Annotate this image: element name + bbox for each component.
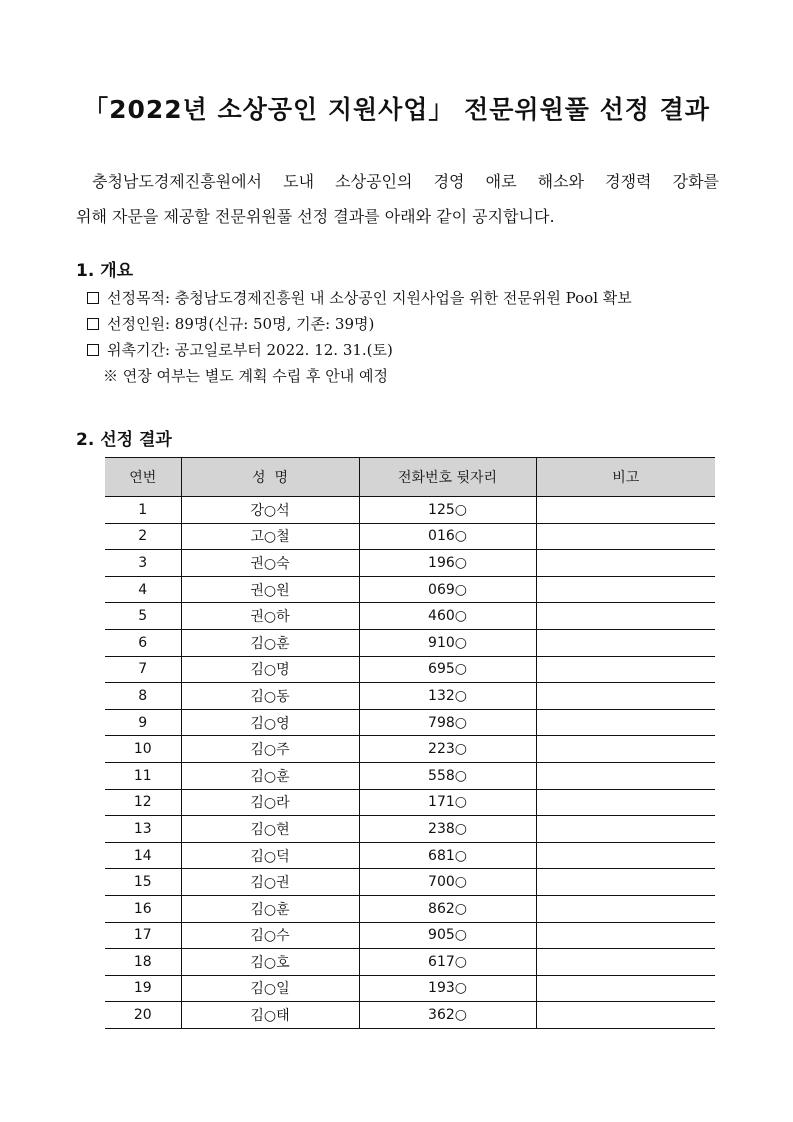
overview-heading: 1. 개요 — [76, 261, 134, 281]
cell-phone-suffix: 695○ — [359, 656, 536, 683]
table-row — [105, 869, 715, 896]
table-row — [105, 975, 715, 1002]
intro-line-2: 위해 자문을 제공할 전문위원풀 선정 결과를 아래와 같이 공지합니다. — [76, 207, 555, 226]
results-heading: 2. 선정 결과 — [76, 430, 172, 450]
cell-phone-suffix: 681○ — [359, 842, 536, 869]
cell-remarks — [536, 683, 715, 710]
cell-number: 20 — [105, 1002, 181, 1029]
table-row — [105, 683, 715, 710]
cell-remarks — [536, 736, 715, 763]
cell-phone-suffix: 171○ — [359, 789, 536, 816]
cell-number: 9 — [105, 709, 181, 736]
cell-name: 김○덕 — [181, 842, 359, 869]
table-row — [105, 603, 715, 630]
table-row — [105, 842, 715, 869]
cell-remarks — [536, 975, 715, 1002]
cell-remarks — [536, 842, 715, 869]
cell-name: 권○원 — [181, 576, 359, 603]
cell-remarks — [536, 629, 715, 656]
cell-phone-suffix: 016○ — [359, 523, 536, 550]
cell-phone-suffix: 910○ — [359, 629, 536, 656]
cell-name: 김○현 — [181, 816, 359, 843]
cell-name: 김○권 — [181, 869, 359, 896]
cell-remarks — [536, 949, 715, 976]
cell-remarks — [536, 656, 715, 683]
cell-phone-suffix: 460○ — [359, 603, 536, 630]
cell-remarks — [536, 523, 715, 550]
table-row — [105, 1002, 715, 1029]
column-header-name: 성 명 — [181, 458, 359, 497]
cell-remarks — [536, 762, 715, 789]
cell-phone-suffix: 700○ — [359, 869, 536, 896]
cell-name: 김○훈 — [181, 895, 359, 922]
cell-phone-suffix: 798○ — [359, 709, 536, 736]
cell-name: 김○라 — [181, 789, 359, 816]
cell-number: 18 — [105, 949, 181, 976]
overview-item-text: 위촉기간: 공고일로부터 2022. 12. 31.(토) — [107, 341, 393, 359]
cell-number: 2 — [105, 523, 181, 550]
table-row — [105, 895, 715, 922]
overview-list — [87, 285, 632, 389]
overview-item-period — [87, 337, 632, 363]
cell-name: 김○수 — [181, 922, 359, 949]
cell-phone-suffix: 617○ — [359, 949, 536, 976]
document-title: 「2022년 소상공인 지원사업」 전문위원풀 선정 결과 — [83, 95, 710, 124]
checkbox-icon — [87, 318, 99, 330]
cell-remarks — [536, 789, 715, 816]
table-row — [105, 709, 715, 736]
cell-remarks — [536, 603, 715, 630]
column-header-number: 연번 — [105, 458, 181, 497]
checkbox-icon — [87, 292, 99, 304]
table-row — [105, 576, 715, 603]
cell-name: 강○석 — [181, 497, 359, 524]
table-row — [105, 656, 715, 683]
column-header-remarks: 비고 — [536, 458, 715, 497]
cell-remarks — [536, 895, 715, 922]
table-row — [105, 550, 715, 577]
cell-number: 19 — [105, 975, 181, 1002]
cell-name: 김○훈 — [181, 762, 359, 789]
cell-number: 14 — [105, 842, 181, 869]
overview-item-purpose — [87, 285, 632, 311]
cell-phone-suffix: 905○ — [359, 922, 536, 949]
cell-name: 권○하 — [181, 603, 359, 630]
cell-number: 16 — [105, 895, 181, 922]
cell-number: 13 — [105, 816, 181, 843]
cell-number: 11 — [105, 762, 181, 789]
cell-number: 12 — [105, 789, 181, 816]
table-row — [105, 949, 715, 976]
cell-number: 10 — [105, 736, 181, 763]
cell-name: 김○주 — [181, 736, 359, 763]
table-header-row — [105, 458, 715, 497]
column-header-phone: 전화번호 뒷자리 — [359, 458, 536, 497]
cell-name: 김○일 — [181, 975, 359, 1002]
checkbox-icon — [87, 344, 99, 356]
table-row — [105, 789, 715, 816]
cell-phone-suffix: 362○ — [359, 1002, 536, 1029]
cell-number: 17 — [105, 922, 181, 949]
cell-phone-suffix: 193○ — [359, 975, 536, 1002]
intro-line-1: 충청남도경제진흥원에서 도내 소상공인의 경영 애로 해소와 경쟁력 강화를 — [92, 172, 719, 191]
table-row — [105, 523, 715, 550]
cell-remarks — [536, 709, 715, 736]
cell-remarks — [536, 816, 715, 843]
table-row — [105, 922, 715, 949]
cell-number: 7 — [105, 656, 181, 683]
cell-number: 1 — [105, 497, 181, 524]
overview-item-count — [87, 311, 632, 337]
cell-remarks — [536, 550, 715, 577]
cell-number: 3 — [105, 550, 181, 577]
table-row — [105, 736, 715, 763]
overview-note: ※ 연장 여부는 별도 계획 수립 후 안내 예정 — [103, 367, 388, 385]
table-row — [105, 762, 715, 789]
cell-phone-suffix: 125○ — [359, 497, 536, 524]
cell-name: 김○훈 — [181, 629, 359, 656]
table-row — [105, 629, 715, 656]
cell-phone-suffix: 069○ — [359, 576, 536, 603]
cell-remarks — [536, 922, 715, 949]
cell-phone-suffix: 196○ — [359, 550, 536, 577]
cell-remarks — [536, 869, 715, 896]
cell-name: 김○동 — [181, 683, 359, 710]
results-table — [105, 457, 715, 1029]
cell-phone-suffix: 238○ — [359, 816, 536, 843]
cell-number: 5 — [105, 603, 181, 630]
cell-number: 8 — [105, 683, 181, 710]
overview-item-text: 선정목적: 충청남도경제진흥원 내 소상공인 지원사업을 위한 전문위원 Pool 확보 — [107, 289, 632, 307]
cell-phone-suffix: 862○ — [359, 895, 536, 922]
intro-paragraph — [76, 164, 719, 234]
cell-remarks — [536, 497, 715, 524]
cell-phone-suffix: 558○ — [359, 762, 536, 789]
cell-name: 김○호 — [181, 949, 359, 976]
table-row — [105, 497, 715, 524]
cell-phone-suffix: 132○ — [359, 683, 536, 710]
cell-name: 김○명 — [181, 656, 359, 683]
cell-number: 4 — [105, 576, 181, 603]
cell-number: 15 — [105, 869, 181, 896]
cell-name: 김○영 — [181, 709, 359, 736]
cell-remarks — [536, 1002, 715, 1029]
cell-name: 고○철 — [181, 523, 359, 550]
cell-name: 권○숙 — [181, 550, 359, 577]
results-table-body — [105, 497, 715, 1029]
cell-name: 김○태 — [181, 1002, 359, 1029]
cell-number: 6 — [105, 629, 181, 656]
cell-remarks — [536, 576, 715, 603]
cell-phone-suffix: 223○ — [359, 736, 536, 763]
overview-item-text: 선정인원: 89명(신규: 50명, 기존: 39명) — [107, 315, 375, 333]
table-row — [105, 816, 715, 843]
